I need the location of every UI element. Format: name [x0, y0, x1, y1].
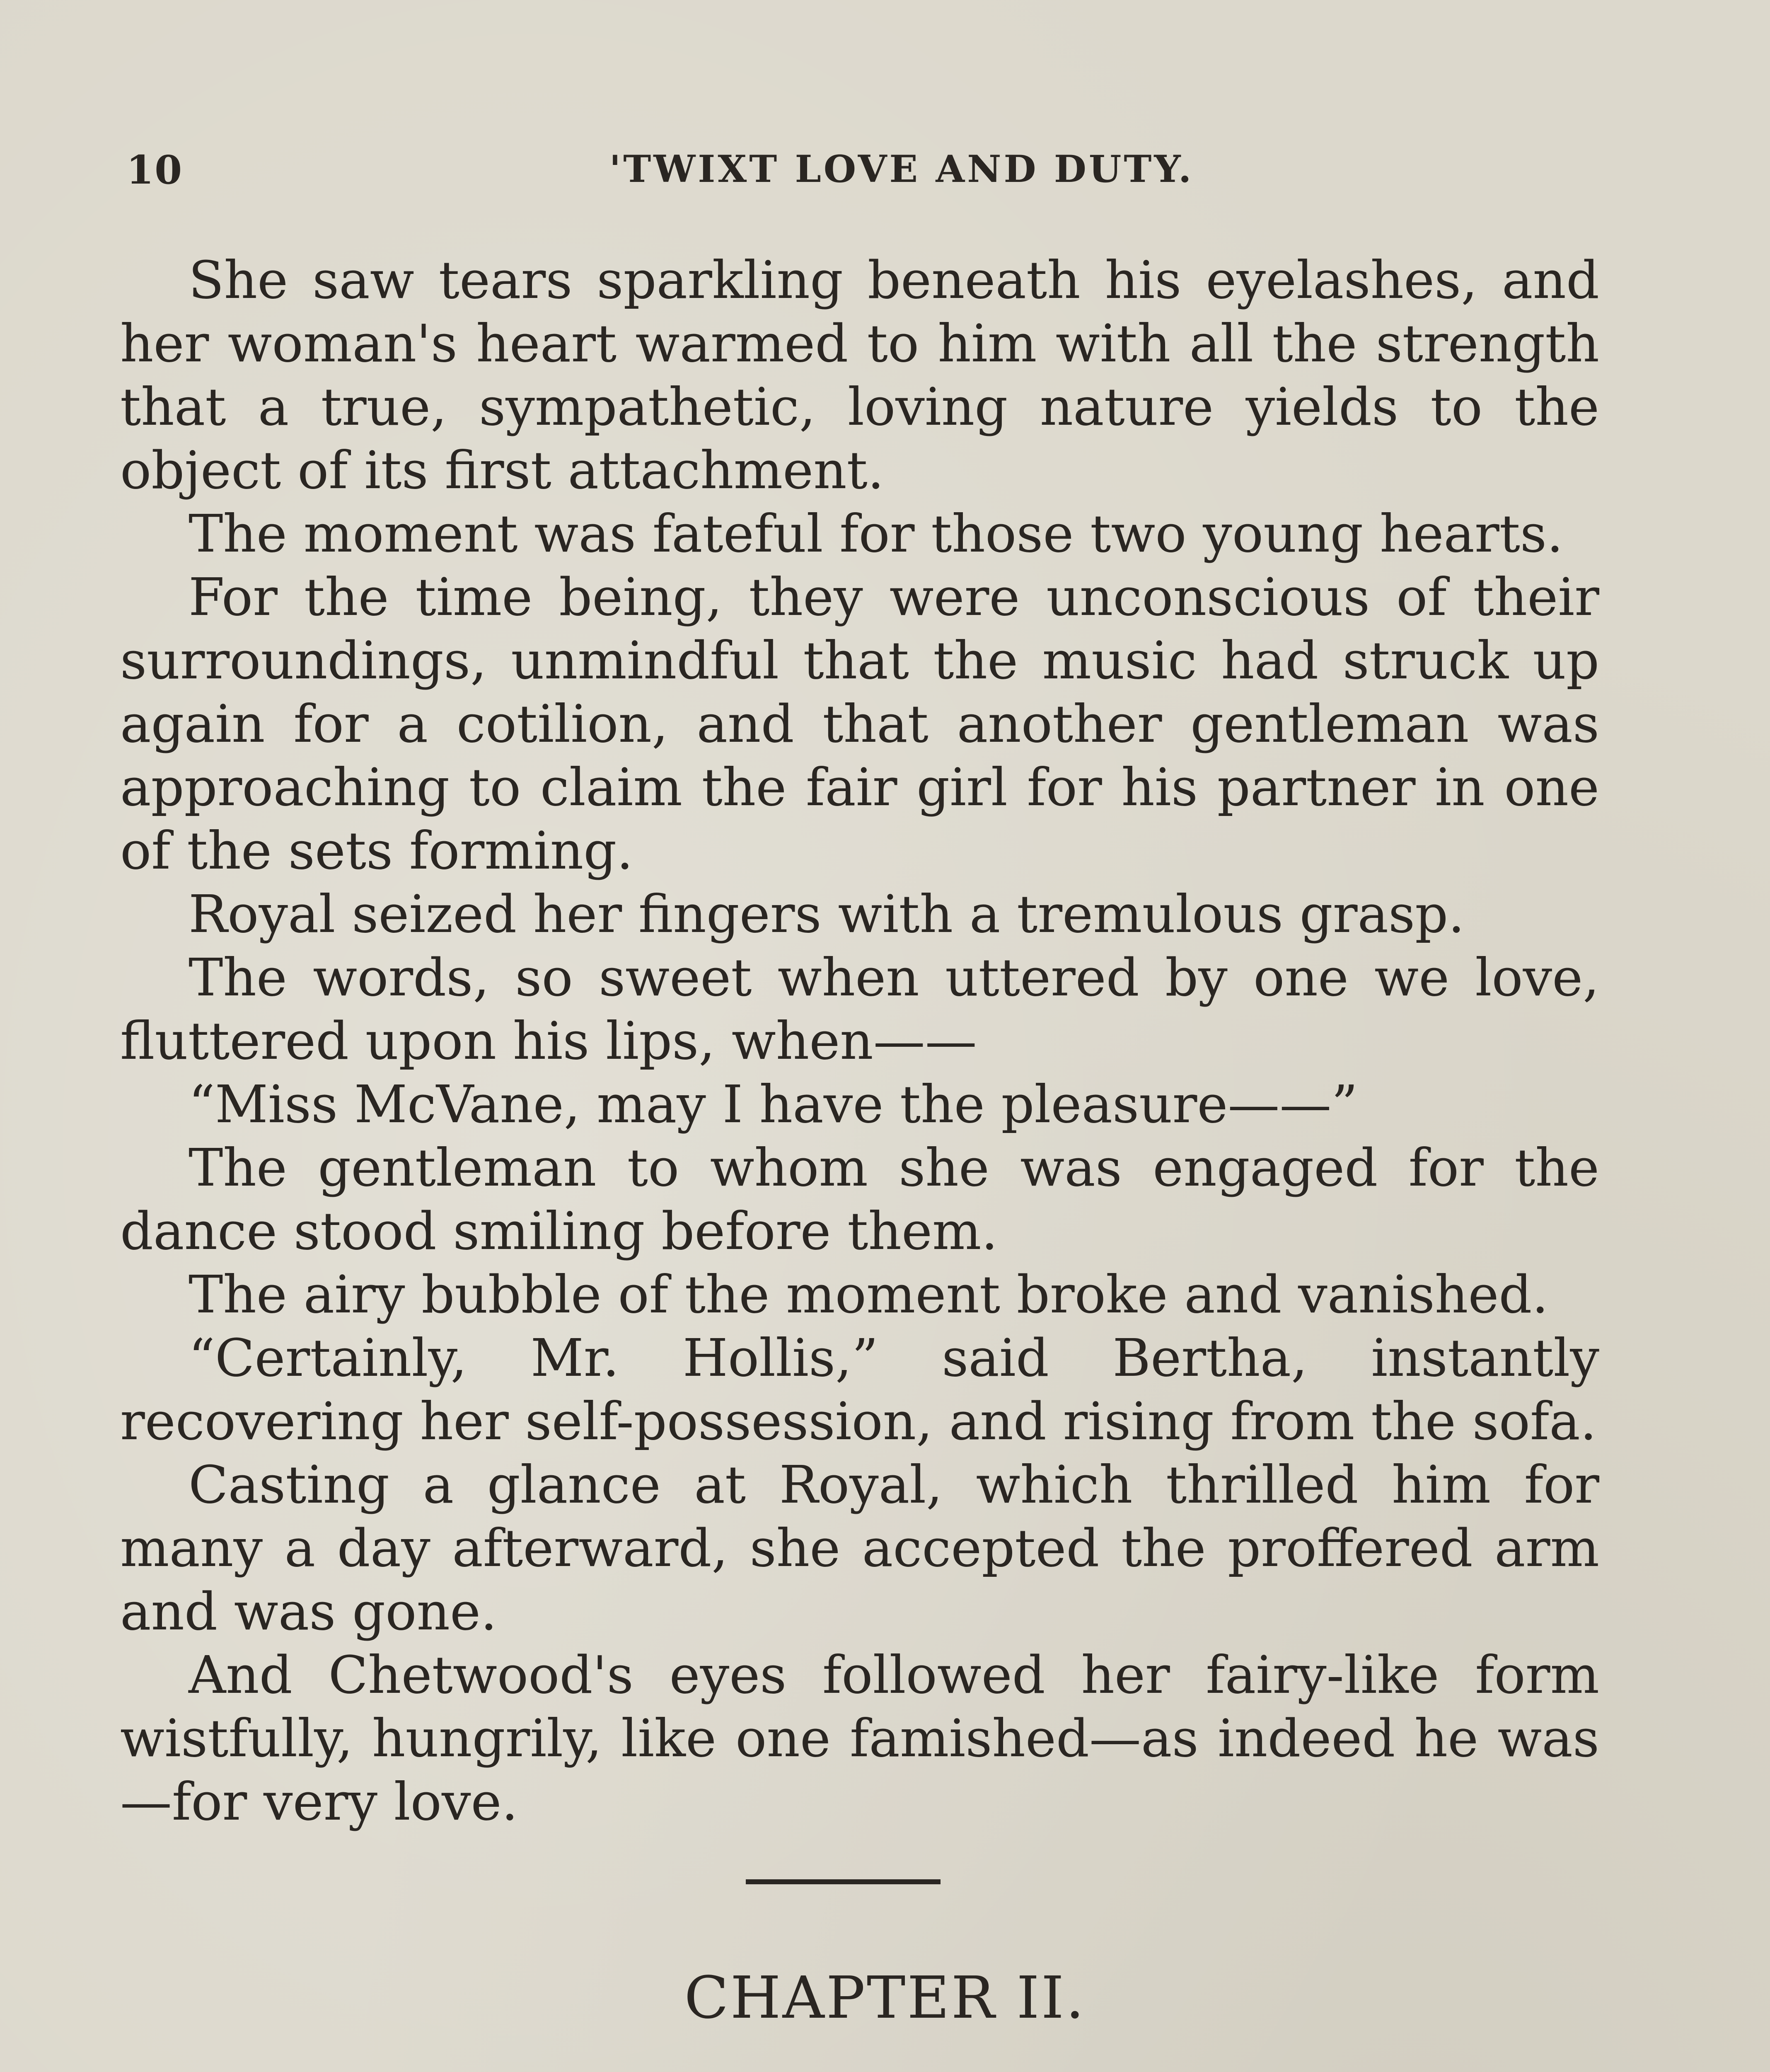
page-number: 10 — [126, 147, 183, 193]
section-divider-rule — [746, 1879, 941, 1884]
paragraph: And Chetwood's eyes followed her fairy-like form wistfully, hungrily, like one famished—as indeed he was—for very love. — [120, 1645, 1599, 1832]
paragraph: She saw tears sparkling beneath his eyelashes, and her woman's heart warmed to him with all the strength that a true, sympathetic, loving nature yields to the object of its first attachment. — [120, 250, 1599, 501]
paragraph: The gentleman to whom she was engaged for the dance stood smiling before them. — [120, 1138, 1599, 1261]
paragraph: For the time being, they were unconscious of their surroundings, unmindful that the music had struck up again for a cotilion, and that another gentleman was approaching to claim the fair girl for his partner in one of the sets forming. — [120, 567, 1599, 881]
running-title: 'TWIXT LOVE AND DUTY. — [609, 147, 1194, 191]
section-one-text — [120, 249, 1599, 1834]
paragraph: The airy bubble of the moment broke and vanished. — [189, 1265, 1549, 1325]
paragraph: “Miss McVane, may I have the pleasure——” — [189, 1075, 1358, 1135]
paragraph: The words, so sweet when uttered by one we love, fluttered upon his lips, when—— — [120, 948, 1599, 1071]
paragraph: Casting a glance at Royal, which thrilled him for many a day afterward, she accepted the proffered arm and was gone. — [120, 1455, 1599, 1642]
paragraph: “Certainly, Mr. Hollis,” said Bertha, instantly recovering her self-possession, and rising from the sofa. — [120, 1328, 1599, 1452]
chapter-title: CHAPTER II. — [684, 1964, 1086, 2032]
paragraph: Royal seized her fingers with a tremulous grasp. — [189, 884, 1465, 944]
paragraph: The moment was fateful for those two young hearts. — [189, 504, 1563, 564]
